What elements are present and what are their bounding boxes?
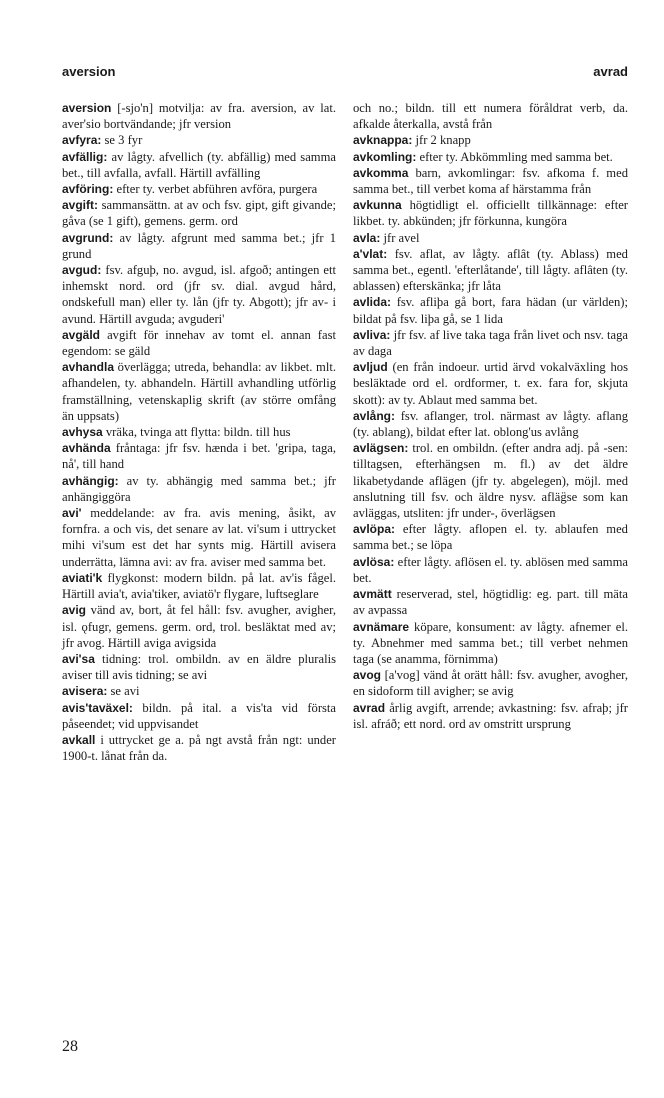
dictionary-entry	[353, 327, 628, 359]
entry-headword: avhysa	[62, 425, 103, 440]
entry-headword: avkomling:	[353, 149, 417, 164]
entry-text: [a'vog] vänd åt orätt håll: fsv. avugher, avogher, en sidoform till avigher; se avig	[353, 668, 628, 699]
dictionary-entry	[62, 100, 336, 132]
entry-text: fsv. aflat, av lågty. aflât (ty. Ablass) med samma bet., egentl. 'efterlåtande', till lågty. aflâten (ty. ablassen) efterskänka; jfr låta	[353, 246, 628, 294]
entry-headword: avlösa:	[353, 554, 395, 569]
dictionary-entry	[62, 505, 336, 570]
dictionary-entry	[353, 294, 628, 326]
entry-text: i uttrycket ge a. på ngt avstå från ngt: under 1900-t. lånat från da.	[62, 732, 336, 764]
entry-text: och no.; bildn. till ett numera föråldrat verb, da. afkalde återkalla, avstå från	[353, 101, 628, 132]
entry-text: [-sjo'n] motvilja: av fra. aversion, av lat. aver'sio bortvändande; jfr version	[62, 101, 336, 132]
entry-text: jfr avel	[383, 230, 420, 245]
dictionary-entry	[62, 732, 336, 764]
entry-text: jfr 2 knapp	[415, 133, 471, 148]
dictionary-entry	[62, 602, 336, 651]
dictionary-entry	[62, 473, 336, 505]
entry-text: efter lågty. aflösen el. ty. ablösen med samma bet.	[353, 554, 628, 585]
dictionary-entry	[353, 700, 628, 732]
entry-headword: avfällig:	[62, 149, 108, 164]
entry-headword: avkunna	[353, 198, 402, 213]
entry-headword: aversion	[62, 101, 112, 115]
dictionary-entry	[62, 149, 336, 181]
dictionary-entry	[62, 651, 336, 683]
entry-text: se avi	[110, 684, 140, 699]
dictionary-entry	[62, 132, 336, 148]
entry-headword: avgäld	[62, 327, 101, 342]
entry-text: trol. en ombildn. (efter andra adj. på -sen: tilltagsen, efterhängsen m. fl.) av det äldre likabetydande aflägen (jfr ty. abgelegen), möjl. med anslutning till fsv. och äldre nysv. afläg̈se som kan avläggas, utsliten: jfr under-, överlägsen	[353, 441, 628, 521]
entry-headword: avi'	[62, 506, 82, 521]
dictionary-entry	[353, 132, 628, 148]
entry-text: bildn. på ital. a vis'ta vid första påseendet; vid uppvisandet	[62, 700, 336, 731]
entry-headword: avkall	[62, 732, 96, 747]
dictionary-entry	[353, 359, 628, 408]
right-column	[353, 100, 628, 732]
entry-headword: avhända	[62, 441, 111, 456]
entry-text: se 3 fyr	[104, 133, 143, 148]
dictionary-entry	[353, 230, 628, 246]
entry-text: barn, avkomlingar: fsv. afkoma f. med samma bet., till verbet koma af härstamma från	[353, 165, 628, 197]
entry-headword: avnämare	[353, 619, 410, 634]
dictionary-entry	[353, 521, 628, 553]
entry-headword: avlång:	[353, 408, 396, 423]
entry-headword: avig	[62, 603, 87, 618]
entry-headword: avfyra:	[62, 133, 102, 148]
entry-text: fråntaga: jfr fsv. hænda i bet. 'gripa, taga, nå', till hand	[62, 441, 336, 472]
entry-headword: avljud	[353, 360, 388, 375]
entry-headword: a'vlat:	[353, 246, 388, 261]
guideword-right: avrad	[593, 64, 628, 79]
entry-headword: avlöpa:	[353, 522, 396, 537]
entry-text: högtidligt el. officiellt tillkännage: efter likbet. ty. abkünden; jfr förkunna, kungöra	[353, 198, 628, 229]
dictionary-entry	[353, 100, 628, 132]
dictionary-entry	[62, 683, 336, 699]
dictionary-entry	[62, 230, 336, 262]
entry-text: efter ty. Abkömmling med samma bet.	[419, 149, 613, 164]
entry-headword: avisera:	[62, 684, 108, 699]
entry-headword: avgift:	[62, 198, 98, 213]
entry-headword: avgrund:	[62, 230, 114, 245]
entry-headword: avkomma	[353, 165, 409, 180]
dictionary-entry	[353, 440, 628, 521]
entry-text: fsv. afguþ, no. avgud, isl. afgoð; antingen ett inhemskt nord. ord (jfr sv. dial. avgud hård, ondskefull man) eller ty. lån (jfr ty. Abgott); jfr av- i avund. Härtill avguda; avguderi'	[62, 263, 336, 326]
entry-headword: avliva:	[353, 327, 391, 342]
entry-text: meddelande: av fra. avis mening, åsikt, av fornfra. a och vis, det senare av lat. vi'sum i uttrycket mihi vi'sum est det har synts mig. Härtill avisera underrätta, lämna avi: av fra. aviser med samma bet.	[62, 506, 336, 569]
entry-text: reserverad, stel, högtidlig: eg. part. till mäta av avpassa	[353, 587, 628, 618]
entry-headword: avla:	[353, 230, 381, 245]
entry-text: avgift för innehav av tomt el. annan fast egendom: se gäld	[62, 327, 336, 359]
guideword-left: aversion	[62, 64, 116, 79]
entry-text: vräka, tvinga att flytta: bildn. till hus	[105, 425, 291, 440]
dictionary-entry	[62, 327, 336, 359]
entry-headword: avrad	[353, 700, 386, 715]
entry-headword: aviati'k	[62, 570, 103, 585]
dictionary-entry	[353, 408, 628, 440]
entry-text: av lågty. afvellich (ty. abfällig) med samma bet., till avfalla, avfall. Härtill avfälling	[62, 149, 336, 180]
dictionary-entry	[353, 197, 628, 229]
entry-text: av ty. abhängig med samma bet.; jfr anhängiggöra	[62, 473, 336, 504]
left-column	[62, 100, 336, 764]
entry-text: av lågty. afgrunt med samma bet.; jfr 1 grund	[62, 230, 336, 261]
entry-headword: avis'taväxel:	[62, 700, 133, 715]
entry-headword: avmätt	[353, 587, 392, 602]
entry-text: efter lågty. aflopen el. ty. ablaufen med samma bet.; se löpa	[353, 522, 628, 553]
entry-text: köpare, konsument: av lågty. afnemer el. ty. Abnehmer med samma bet.; till verbet nehmen taga (se anamma, förnimma)	[353, 619, 628, 666]
dictionary-entry	[353, 667, 628, 699]
dictionary-entry	[62, 424, 336, 440]
entry-headword: avog	[353, 668, 382, 683]
dictionary-entry	[353, 246, 628, 295]
dictionary-entry	[62, 197, 336, 229]
entry-headword: avlägsen:	[353, 441, 409, 456]
entry-text: (en från indoeur. urtid ärvd vokalväxling hos besläktade ord el. ordformer, t. ex. fara for, skjuta skott): av ty. Ablaut med samma bet.	[353, 360, 628, 407]
page-number: 28	[62, 1038, 78, 1055]
entry-headword: avhandla	[62, 360, 115, 375]
entry-text: flygkonst: modern bildn. på lat. av'is fågel. Härtill avia't, avia'tiker, aviatö'r flygare, luftseglare	[62, 570, 336, 602]
dictionary-entry	[62, 359, 336, 424]
entry-text: årlig avgift, arrende; avkastning: fsv. afraþ; jfr isl. afráð; ett nord. ord av omstritt ursprung	[353, 700, 628, 731]
dictionary-entry	[353, 619, 628, 668]
entry-text: jfr fsv. af live taka taga från livet och nsv. taga av daga	[353, 327, 629, 359]
dictionary-entry	[62, 570, 336, 602]
entry-headword: avlida:	[353, 295, 392, 310]
entry-headword: avi'sa	[62, 651, 95, 666]
entry-text: fsv. afliþa gå bort, fara hädan (ur världen); bildat på fsv. liþa gå, se 1 lida	[353, 295, 628, 326]
dictionary-entry	[353, 586, 628, 618]
entry-headword: avhängig:	[62, 473, 119, 488]
dictionary-entry	[62, 262, 336, 327]
entry-text: sammansättn. at av och fsv. gipt, gift givande; gåva (se 1 gift), gemens. germ. ord	[62, 198, 336, 229]
entry-text: efter ty. verbet abführen avföra, purgera	[116, 182, 318, 197]
entry-text: vänd av, bort, åt fel håll: fsv. avugher, avigher, isl. ǫfugr, gemens. germ. ord, trol. besläktat med av; jfr avog. Härtill aviga avigsida	[62, 603, 336, 650]
entry-text: överlägga; utreda, behandla: av likbet. mlt. afhandelen, ty. abhandeln. Härtill avhandling utförlig framställning, vetenskaplig skrift (av större omfång än uppsats)	[62, 360, 336, 423]
dictionary-entry	[62, 440, 336, 472]
dictionary-entry	[353, 149, 628, 165]
dictionary-entry	[353, 554, 628, 586]
entry-text: tidning: trol. ombildn. av en äldre pluralis aviser till avis tidning; se avi	[62, 651, 336, 683]
dictionary-entry	[62, 181, 336, 197]
entry-text: fsv. aflanger, trol. närmast av lågty. aflang (ty. ablang), bildat efter lat. oblong'us avlång	[353, 408, 628, 440]
dictionary-entry	[353, 165, 628, 197]
entry-headword: avföring:	[62, 182, 114, 197]
entry-headword: avgud:	[62, 263, 102, 278]
dictionary-entry	[62, 700, 336, 732]
entry-headword: avknappa:	[353, 133, 413, 148]
